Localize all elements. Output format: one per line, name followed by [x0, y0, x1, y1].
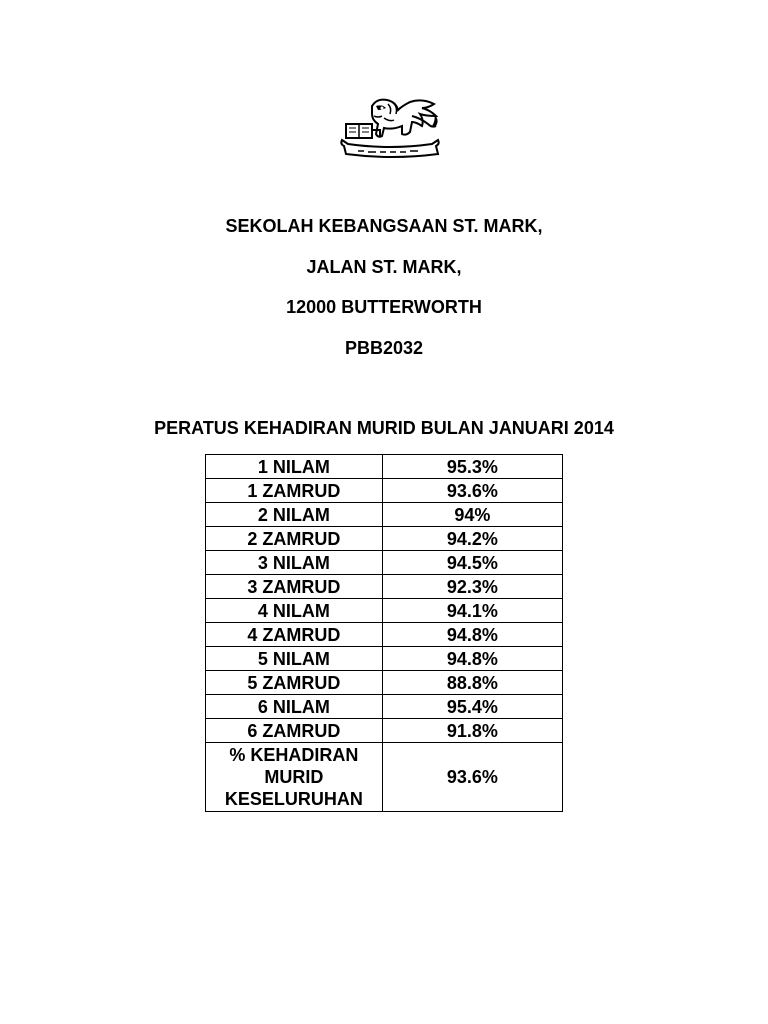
class-cell: 2 ZAMRUD: [206, 527, 383, 551]
total-label-line: MURID: [264, 767, 324, 787]
class-cell: 5 NILAM: [206, 647, 383, 671]
total-percent-cell: 93.6%: [382, 743, 562, 812]
table-row: [206, 671, 563, 695]
table-row: [206, 479, 563, 503]
school-crest-lion-icon: [332, 96, 448, 162]
table-row: [206, 503, 563, 527]
class-cell: 4 NILAM: [206, 599, 383, 623]
table-row: [206, 695, 563, 719]
total-label-line: KESELURUHAN: [224, 789, 363, 809]
percent-cell: 94.8%: [382, 623, 562, 647]
class-cell: 3 NILAM: [206, 551, 383, 575]
table-row: [206, 719, 563, 743]
table-row: [206, 551, 563, 575]
percent-cell: 95.3%: [382, 455, 562, 479]
table-row: [206, 455, 563, 479]
attendance-table-body: [206, 455, 563, 812]
percent-cell: 88.8%: [382, 671, 562, 695]
class-cell: 1 ZAMRUD: [206, 479, 383, 503]
attendance-table: [205, 454, 563, 812]
table-row: [206, 623, 563, 647]
percent-cell: 94.1%: [382, 599, 562, 623]
percent-cell: 93.6%: [382, 479, 562, 503]
table-row: [206, 647, 563, 671]
total-label-cell: [206, 743, 383, 812]
class-cell: 6 NILAM: [206, 695, 383, 719]
percent-cell: 92.3%: [382, 575, 562, 599]
report-title: PERATUS KEHADIRAN MURID BULAN JANUARI 2014: [154, 418, 614, 438]
class-cell: 5 ZAMRUD: [206, 671, 383, 695]
table-row: [206, 527, 563, 551]
table-row: [206, 575, 563, 599]
school-city: 12000 BUTTERWORTH: [286, 297, 482, 317]
school-street: JALAN ST. MARK,: [306, 257, 462, 277]
percent-cell: 91.8%: [382, 719, 562, 743]
class-cell: 1 NILAM: [206, 455, 383, 479]
class-cell: 3 ZAMRUD: [206, 575, 383, 599]
school-code: PBB2032: [344, 338, 424, 358]
class-cell: 4 ZAMRUD: [206, 623, 383, 647]
school-name: SEKOLAH KEBANGSAAN ST. MARK,: [225, 216, 543, 236]
percent-cell: 94.2%: [382, 527, 562, 551]
percent-cell: 94.5%: [382, 551, 562, 575]
percent-cell: 95.4%: [382, 695, 562, 719]
total-row: [206, 743, 563, 812]
table-row: [206, 599, 563, 623]
percent-cell: 94.8%: [382, 647, 562, 671]
class-cell: 6 ZAMRUD: [206, 719, 383, 743]
total-label-line: % KEHADIRAN: [229, 745, 359, 765]
percent-cell: 94%: [382, 503, 562, 527]
class-cell: 2 NILAM: [206, 503, 383, 527]
